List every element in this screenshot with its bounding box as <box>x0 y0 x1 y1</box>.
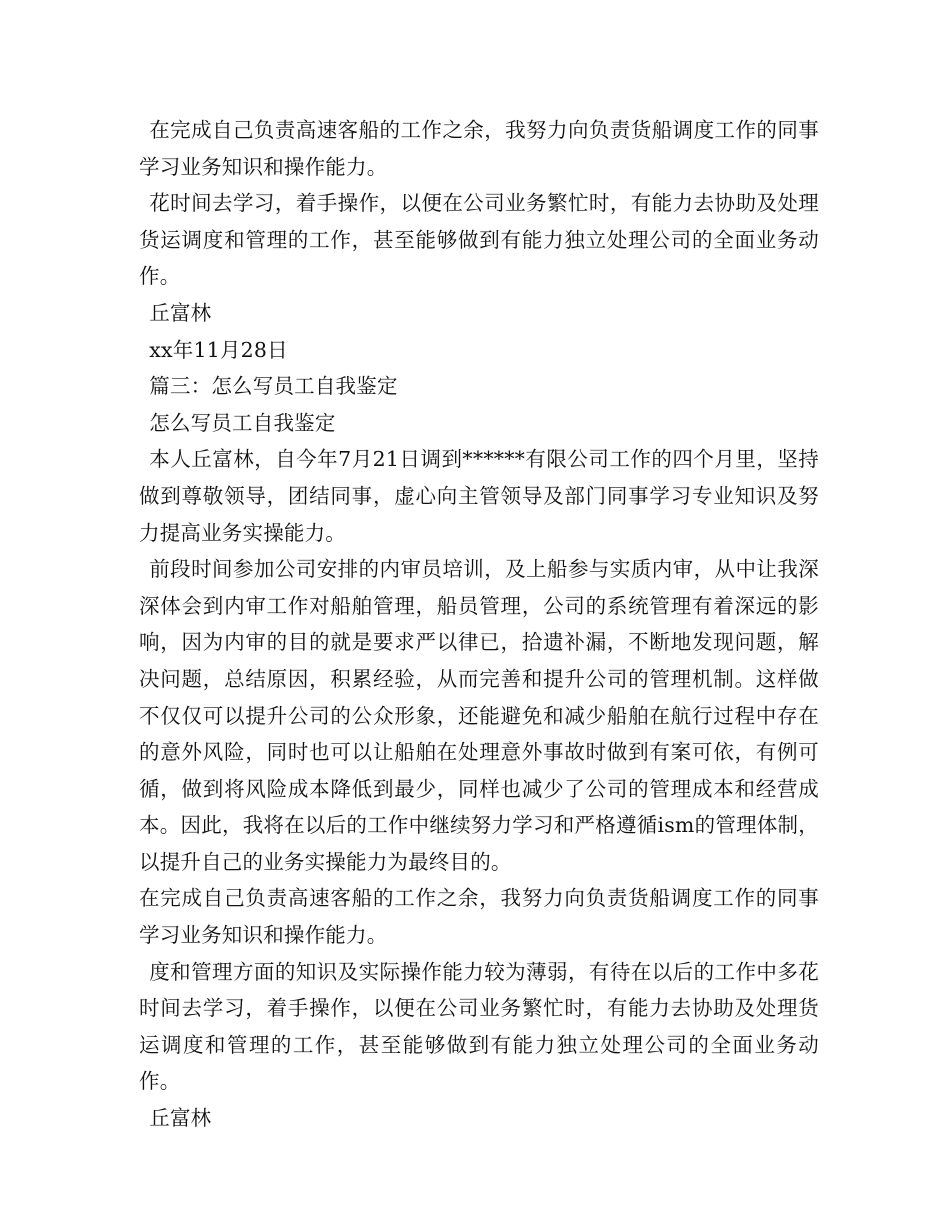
document-body <box>139 112 819 1137</box>
paragraph: 在完成自己负责高速客船的工作之余，我努力向负责货船调度工作的同事学习业务知识和操作能力。 <box>139 118 819 179</box>
paragraph: 度和管理方面的知识及实际操作能力较为薄弱，有待在以后的工作中多花时间去学习，着手操作，以便在公司业务繁忙时，有能力去协助及处理货运调度和管理的工作，甚至能够做到有能力独立处理公司的全面业务动作。 <box>139 959 819 1094</box>
paragraph: 本人丘富林，自今年7月21日调到******有限公司工作的四个月里，坚持做到尊敬领导，团结同事，虚心向主管领导及部门同事学习专业知识及努力提高业务实操能力。 <box>139 447 819 545</box>
paragraph: 前段时间参加公司安排的内审员培训，及上船参与实质内审，从中让我深深体会到内审工作对船舶管理，船员管理，公司的系统管理有着深远的影响，因为内审的目的就是要求严以律已，拾遗补漏，不断地发现问题，解决问题，总结原因，积累经验，从而完善和提升公司的管理机制。这样做不仅仅可以提升公司的公众形象，还能避免和减少船舶在航行过程中存在的意外风险，同时也可以让船舶在处理意外事故时做到有案可依，有例可循，做到将风险成本降低到最少，同样也减少了公司的管理成本和经营成本。因此，我将在以后的工作中继续努力学习和严格遵循ism的管理体制，以提升自己的业务实操能力为最终目的。 <box>139 557 819 874</box>
signature-name: 丘富林 <box>149 300 212 325</box>
signature-date: xx年11月28日 <box>149 337 288 362</box>
section-title: 怎么写员工自我鉴定 <box>149 410 336 435</box>
paragraph: 花时间去学习，着手操作，以便在公司业务繁忙时，有能力去协助及处理货运调度和管理的工作，甚至能够做到有能力独立处理公司的全面业务动作。 <box>139 191 819 289</box>
paragraph: 在完成自己负责高速客船的工作之余，我努力向负责货船调度工作的同事学习业务知识和操作能力。 <box>139 886 819 948</box>
section-heading: 篇三：怎么写员工自我鉴定 <box>149 374 398 399</box>
signature-name: 丘富林 <box>149 1106 212 1131</box>
